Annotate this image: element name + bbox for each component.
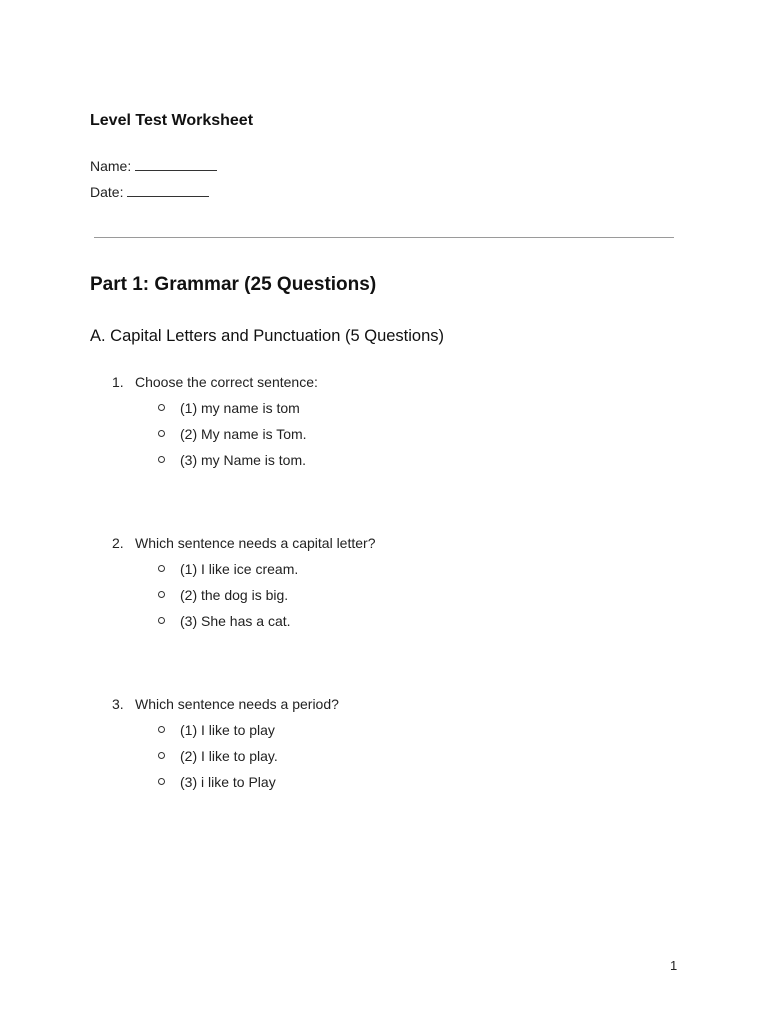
hollow-circle-bullet-icon [158, 404, 165, 411]
option-text: (3) i like to Play [180, 774, 276, 790]
hollow-circle-bullet-icon [158, 430, 165, 437]
date-label: Date: [90, 184, 124, 200]
question-number: 1. [112, 374, 124, 390]
option-text: (2) the dog is big. [180, 587, 289, 603]
name-field [90, 157, 217, 174]
hollow-circle-bullet-icon [158, 456, 165, 463]
part-heading: Part 1: Grammar (25 Questions) [90, 274, 377, 295]
date-field [90, 183, 209, 200]
hollow-circle-bullet-icon [158, 752, 165, 759]
hollow-circle-bullet-icon [158, 726, 165, 733]
worksheet-title: Level Test Worksheet [90, 112, 254, 129]
hollow-circle-bullet-icon [158, 565, 165, 572]
option-text: (3) my Name is tom. [180, 452, 307, 468]
option-text: (1) I like ice cream. [180, 561, 299, 577]
option-text: (1) my name is tom [180, 400, 300, 416]
question-number: 3. [112, 696, 124, 712]
section-heading: A. Capital Letters and Punctuation (5 Questions) [90, 327, 445, 345]
hollow-circle-bullet-icon [158, 617, 165, 624]
question-text: Which sentence needs a period? [135, 696, 339, 712]
option-text: (1) I like to play [180, 722, 275, 738]
option-text: (2) I like to play. [180, 748, 278, 764]
question-text: Which sentence needs a capital letter? [135, 535, 376, 551]
question-number: 2. [112, 535, 124, 551]
hollow-circle-bullet-icon [158, 591, 165, 598]
option-text: (3) She has a cat. [180, 613, 291, 629]
name-label: Name: [90, 158, 132, 174]
hollow-circle-bullet-icon [158, 778, 165, 785]
date-blank-line [127, 183, 209, 197]
option-text: (2) My name is Tom. [180, 426, 307, 442]
page-number: 1 [670, 958, 678, 973]
question-text: Choose the correct sentence: [135, 374, 318, 390]
horizontal-divider [94, 237, 674, 238]
name-blank-line [135, 157, 217, 171]
